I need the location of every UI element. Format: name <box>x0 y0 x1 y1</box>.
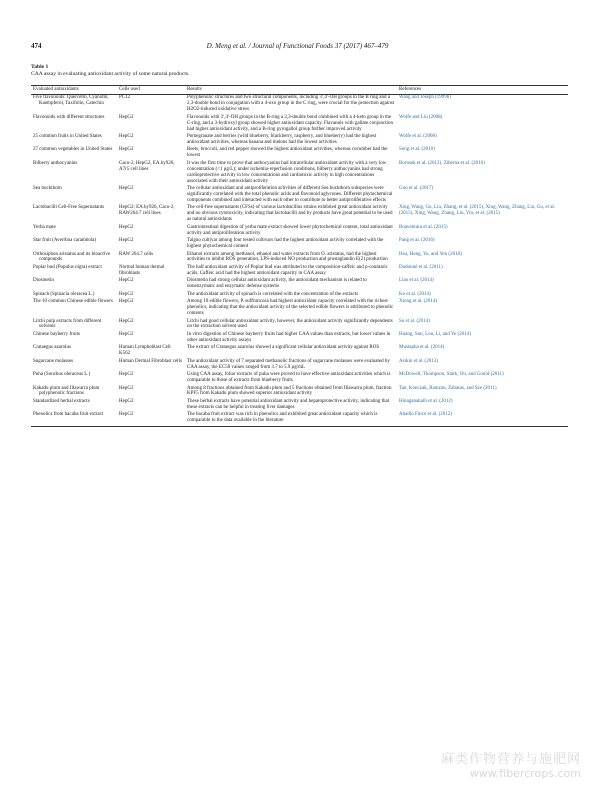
reference-link[interactable]: Xiong et al. (2014) <box>399 299 438 305</box>
reference-link[interactable]: Xing, Wang, Gu, Liu, Zhang, et al. (2015), Xing, Wang, Zhang, Liu, Gu, et al. (2015), Xing, Wang, Zhang, Liu, Yin, et al. (2015) <box>399 205 556 217</box>
cells-cell: HepG2 <box>119 224 134 230</box>
results-cell: Flavonoids with 3′,4′-OH groups in the B-ring a 2,3-double bond combined with a 4-keto group in the C-ring, and a 3-hydroxyl group showed higher antioxidant capacity. Flavanols with gallate conjunction had higher antioxidant activity, and a B-ring pyrogallol group further improved activity <box>187 114 394 132</box>
cells-cell: Caco-2, HepG2, EA.hy926, A7r5 cell lines <box>119 160 175 172</box>
table-row <box>31 134 568 147</box>
results-cell: The half antioxidant activity of Poplar bud was attributed to the composition-caffeic and p-coumaric acids. Caffeic acid had the highest antioxidant capacity in CAA assay <box>187 264 388 276</box>
results-cell: These herbal extracts have potential antioxidant activity and hepatoprotective activity, indicating that these extracts can be helpful in treating liver damages <box>187 398 390 410</box>
cells-cell: Normal human dermal fibroblasts <box>119 264 165 276</box>
reference-link[interactable]: McDowell, Thompson, Stark, Ou, and Gould (2011) <box>399 372 504 378</box>
reference-link[interactable]: Asikin et al. (2013) <box>399 358 438 364</box>
results-cell: The cell-free supernatants (CFSs) of various lactobacillus strains exhibited great antioxidant activity and no obvious cytotoxicity, indicating that lactobacilli and by products have great potential to be used as natural antioxidants <box>187 205 393 223</box>
table-row <box>31 399 568 412</box>
column-header: References <box>397 86 568 95</box>
reference-link[interactable]: Wolfe et al. (2008) <box>399 134 437 140</box>
table-row <box>31 299 568 318</box>
antioxidant-cell: Orthosiphon aristatus and its bioactive compounds <box>33 251 110 263</box>
table-row <box>31 161 568 186</box>
results-cell: The antioxidant activity of spinach is correlated with the concentration of the extracts <box>187 291 359 297</box>
results-cell: Using CAA assay, foliar extracts of puha were proved to have effective antioxidant activities which is comparable to those of extracts from blueberry fruits <box>187 372 391 384</box>
reference-link[interactable]: Guo et al. (2017) <box>399 186 434 192</box>
antioxidant-cell: Diosmetin <box>33 278 54 284</box>
antioxidant-cell: Standardized herbal extracts <box>33 398 90 404</box>
antioxidant-cell: Kakadu plum and Illawarra plum polyphenolic fractions <box>33 385 100 397</box>
journal-citation: D. Meng et al. / Journal of Functional Foods 37 (2017) 467–479 <box>206 42 389 50</box>
table-row <box>31 292 568 300</box>
table-row <box>31 345 568 358</box>
cells-cell: HepG2 <box>119 372 134 378</box>
table-caption <box>31 64 189 77</box>
cells-cell: Human Lymphoblast Cell K562 <box>119 345 171 357</box>
table-row <box>31 412 568 426</box>
results-cell: Pomegranate and berries (wild blueberry, blackberry, raspberry, and blueberry) had the highest antioxidant activities, whereas banana and melons had the lowest activities <box>187 134 377 145</box>
results-cell: Diosmetin had strong cellular antioxidant activity, the antioxidant mechanism is related to nonenzymatic and enzymatic defense systems <box>187 278 367 290</box>
antioxidant-cell: Spinach (Spinacia oleracea L.) <box>33 291 95 297</box>
table-body <box>31 95 568 426</box>
cells-cell: HepG2 <box>119 186 134 192</box>
antioxidant-table <box>31 85 568 427</box>
table-row <box>31 252 568 265</box>
results-cell: Ethanol extracts among methanol, ethanol and water extracts from O. aristatus, had the highest activities to inhibit ROS generation, LPS-induced NO production and prostaglandin E(2) production <box>187 251 388 263</box>
results-cell: The antioxidant activity of 7 separated methanolic fractions of sugarcane molasses were evaluated by CAA assay, the EC50 values ranged from 3.7 to 5.9 μg/mL <box>187 358 390 370</box>
table-row <box>31 205 568 224</box>
reference-link[interactable]: Dudonné et al. (2011) <box>399 264 443 270</box>
cells-cell: HepG2 <box>119 114 134 120</box>
reference-link[interactable]: Ko et al. (2014) <box>399 291 431 297</box>
results-cell: Beets, broccoli, and red pepper showed the highest antioxidant activities, whereas cucumber had the lowest <box>187 147 388 159</box>
reference-link[interactable]: Mustapha et al. (2014) <box>399 345 445 351</box>
antioxidant-cell: Sea buckthorn <box>33 186 62 192</box>
antioxidant-cell: Flavonoids with different structures <box>33 114 105 120</box>
cells-cell: PC12 <box>119 95 131 101</box>
antioxidant-cell: Star fruit (Averrhoa carambola) <box>33 238 97 244</box>
reference-link[interactable]: Bornsek et al. (2012), Ziberna et al. (2010) <box>399 160 485 166</box>
antioxidant-cell: Bilberry anthocyanins <box>33 160 78 166</box>
reference-link[interactable]: Hsu, Hong, Yu, and Yen (2010) <box>399 251 462 257</box>
antioxidant-cell: Puha (Sonchus oleraceus L.) <box>33 372 91 378</box>
results-cell: Gastrointestinal digestion of yerba mate extract showed lower phytochemical content, total antioxidant activity and antiproliferation activity <box>187 224 393 236</box>
header-row <box>31 86 568 95</box>
cells-cell: HepG2 <box>119 385 134 391</box>
reference-link[interactable]: Huang, Sun, Lou, Li, and Ye (2014) <box>399 331 471 337</box>
table-title: CAA assay in evaluating antioxidant activity of some natural products. <box>31 70 190 77</box>
reference-link[interactable]: Su et al. (2014) <box>399 318 430 324</box>
reference-link[interactable]: Abadio Finco et al. (2012) <box>397 412 568 426</box>
antioxidant-cell: The 10 common Chinese edible flowers <box>33 299 113 305</box>
antioxidant-cell: 25 common fruits in United States <box>33 134 102 140</box>
results-cell: Litchi had good cellular antioxidant activity, however, the antioxidant activity significantly dependents on the extraction solvent used <box>187 318 393 330</box>
table-row <box>31 225 568 238</box>
watermark-url: www.fibercrops.com <box>469 767 581 780</box>
results-cell: The extract of Crataegus azarolus showed a significant cellular antioxidant activity against ROS <box>187 345 380 351</box>
table-row <box>31 386 568 399</box>
table-row <box>31 147 568 160</box>
table-row <box>31 95 568 115</box>
cells-cell: HepG2 <box>119 238 134 244</box>
reference-link[interactable]: Pang et al. (2016) <box>399 238 435 244</box>
cells-cell: HepG2 <box>119 134 134 140</box>
reference-link[interactable]: Wang and Joseph (1999b) <box>399 95 451 101</box>
table-row <box>31 332 568 345</box>
table-row <box>31 238 568 251</box>
table-row <box>31 372 568 385</box>
site-watermark <box>441 748 581 780</box>
column-header: Results <box>185 86 397 95</box>
antioxidant-cell: Litchi pulp extracts from different solvents <box>33 318 102 330</box>
antioxidant-cell: Yerba mate <box>33 224 56 230</box>
cells-cell: HepG2 <box>119 147 134 153</box>
cells-cell: HepG2 <box>119 299 134 305</box>
antioxidant-cell: Poplar bud (Populus nigra) extract <box>33 264 102 270</box>
running-header <box>31 42 564 54</box>
reference-link[interactable]: Wolfe and Liu (2008) <box>399 114 443 120</box>
watermark-name: 麻类作物营养与施肥网 <box>440 752 581 767</box>
reference-link[interactable]: Boaventura et al. (2015) <box>399 224 448 230</box>
column-header: Cells used <box>117 86 185 95</box>
results-cell: Polyphenolic structures and two structural components, including 3′,4′-OH groups in the B ring and a 2,3-double bond in conjugation with a 4-oxo group in the C ring, were crucial for the protection against H2O2-induced oxidative stress <box>187 95 395 113</box>
results-cell: Taiguo cultivar among four tested cultivars had the highest antioxidant activity correlated with the highest phytochemical content <box>187 238 384 249</box>
table-row <box>31 319 568 332</box>
results-cell: Among 10 edible flowers, P. suffruticosa had highest antioxidant capacity correlated with the richest phenolics, indicating that the antioxidant activity of the selected edible flowers is attributed to phenolic contents <box>187 299 394 317</box>
results-cell: The bacaba fruit extract was rich in phenolics and exhibited great antioxidant capacity which is comparable to the data available in the literature <box>185 412 397 426</box>
cells-cell: HepG2 <box>119 331 134 337</box>
table-header <box>31 86 568 95</box>
table-row <box>31 186 568 205</box>
antioxidant-cell: Chinese bayberry fruits <box>33 331 80 337</box>
antioxidant-cell: Crataegus azarolus <box>33 345 71 351</box>
antioxidant-cell: Lactobacilli Cell-Free Supernatants <box>33 205 105 211</box>
cells-cell: HepG2 <box>119 318 134 324</box>
results-cell: The cellular antioxidant and antiproliferation activities of different Sea buckthorn subspecies were significantly correlated with the total phenolic acids and flavonoid aglycones. Different phytochemical components combined and interacted with each other to contribute to better antiproliferative effects <box>187 186 393 203</box>
cells-cell: HepG2 <box>117 412 185 426</box>
table-row <box>31 265 568 278</box>
cells-cell: Human Dermal Fibroblast cells <box>119 358 182 364</box>
antioxidant-cell: Sugarcane molasses <box>33 358 74 364</box>
antioxidant-cell: Five flavonoids: Quercetin, Cyanidin, Kaempferol, Taxifolin, Catechin <box>33 95 109 107</box>
cells-cell: HepG2 <box>119 398 134 404</box>
antioxidant-cell: Phenolics from bacaba fruit extract <box>31 412 117 426</box>
page-number: 474 <box>31 42 42 50</box>
reference-link[interactable]: Liao et al. (2014) <box>399 278 434 284</box>
reference-link[interactable]: Tan, Konczak, Ramzan, Zabaras, and Sze (2011) <box>399 385 497 391</box>
table-row <box>31 359 568 372</box>
results-cell: Among 8 fractions obtained from Kakadu plum and 5 fractions obtained from Illawarra plum, fraction KPF5 from Kakadu plum showed superior antioxidant activity <box>187 385 392 397</box>
results-cell: In vitro digestion of Chinese bayberry fruits had higher CAA values than extracts, but lower values in other antioxidant activity assays <box>187 331 391 343</box>
cells-cell: HepG2 <box>119 278 134 284</box>
cells-cell: RAW 264.7 cells <box>119 251 154 257</box>
results-cell: It was the first time to prove that anthocyanins had intracellular antioxidant activity with a very low concentration (<1 μg/L); under ischemia-reperfusion conditions, bilberry anthocyanins had strong cardioprotective activity in low concentrations and cardiotoxic activity in high concentrations associated with their antioxidant activity <box>187 160 387 184</box>
reference-link[interactable]: Song et al. (2010) <box>399 147 435 153</box>
table-label: Table 1 <box>31 64 49 70</box>
cells-cell: HepG2 <box>119 291 134 297</box>
reference-link[interactable]: Hinaganahalli et al. (2012) <box>399 398 453 404</box>
table-row <box>31 278 568 291</box>
antioxidant-cell: 27 common vegetables in United States <box>33 147 113 153</box>
column-header: Evaluated antioxidants <box>31 86 117 95</box>
cells-cell: HepG2; EA.hy926, Caco-2, RAW264.7 cell lines <box>119 205 175 217</box>
table-row <box>31 115 568 134</box>
